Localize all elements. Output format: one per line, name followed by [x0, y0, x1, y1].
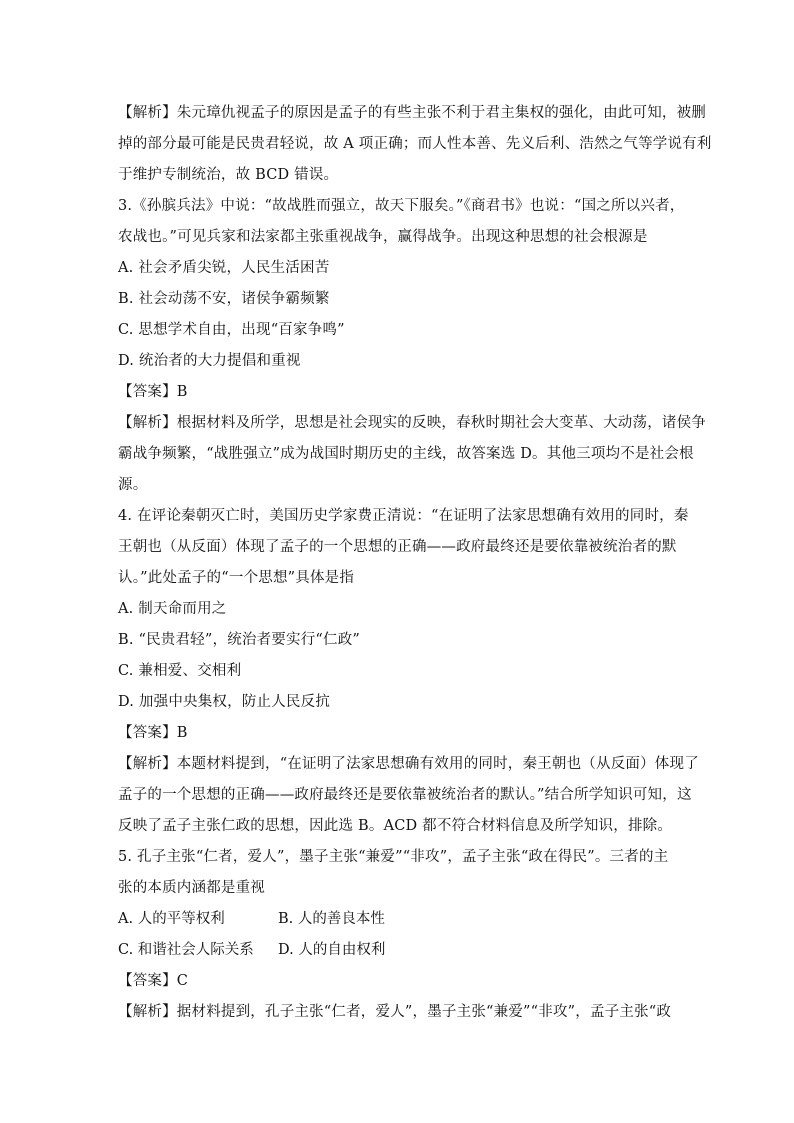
- question-4-option-c: C. 兼相爱、交相利: [118, 663, 242, 679]
- question-5-stem-line-1: 5. 孔子主张“仁者，爱人”，墨子主张“兼爱”“非攻”，孟子主张“政在得民”。三者的主: [118, 849, 669, 865]
- question-5-answer: 【答案】C: [118, 973, 189, 989]
- document-page: [118, 98, 712, 1028]
- question-3-option-a: A. 社会矛盾尖锐，人民生活困苦: [118, 260, 330, 276]
- question-5-option-c: C. 和谐社会人际关系: [118, 942, 254, 958]
- question-3-answer: 【答案】B: [118, 384, 188, 400]
- question-4-stem-line-3: 认。”此处孟子的“一个思想”具体是指: [118, 570, 355, 586]
- question-5-options-row-1: [118, 904, 688, 935]
- question-5-options-row-2: [118, 935, 688, 966]
- question-4-stem-line-2: 王朝也（从反面）体现了孟子的一个思想的正确——政府最终还是要依靠被统治者的默: [118, 539, 677, 555]
- question-4-stem-line-1: 4. 在评论秦朝灭亡时，美国历史学家费正清说：“在证明了法家思想确有效用的同时，秦: [118, 508, 689, 524]
- analysis-q2-line-3: 于维护专制统治，故 BCD 错误。: [118, 167, 339, 183]
- question-4-option-b: B. “民贵君轻”，统治者要实行“仁政”: [118, 632, 361, 648]
- question-3-stem-line-1: 3.《孙膑兵法》中说：“故战胜而强立，故天下服矣。”《商君书》也说：“国之所以兴者，: [118, 198, 685, 214]
- question-3-option-d: D. 统治者的大力提倡和重视: [118, 353, 301, 369]
- question-4-option-d: D. 加强中央集权，防止人民反抗: [118, 694, 331, 710]
- question-4-option-a: A. 制天命而用之: [118, 601, 227, 617]
- question-5-option-d: D. 人的自由权利: [278, 942, 386, 958]
- analysis-q4-line-1: 【解析】本题材料提到，“在证明了法家思想确有效用的同时，秦王朝也（从反面）体现了: [118, 756, 699, 772]
- analysis-q3-line-3: 源。: [118, 477, 148, 493]
- question-3-stem-line-2: 农战也。”可见兵家和法家都主张重视战争，赢得战争。出现这种思想的社会根源是: [118, 229, 648, 245]
- analysis-q3-line-2: 霸战争频繁，“战胜强立”成为战国时期历史的主线，故答案选 D。其他三项均不是社会根: [118, 446, 694, 462]
- analysis-q5-line-1: 【解析】据材料提到，孔子主张“仁者，爱人”，墨子主张“兼爱”“非攻”，孟子主张“政: [118, 1004, 672, 1020]
- analysis-q4-line-2: 孟子的一个思想的正确——政府最终还是要依靠被统治者的默认。”结合所学知识可知，这: [118, 787, 692, 803]
- question-3-option-b: B. 社会动荡不安，诸侯争霸频繁: [118, 291, 330, 307]
- analysis-q2-line-1: 【解析】朱元璋仇视孟子的原因是孟子的有些主张不利于君主集权的强化，由此可知，被删: [118, 105, 706, 121]
- question-5-option-a: A. 人的平等权利: [118, 911, 225, 927]
- analysis-q2-line-2: 掉的部分最可能是民贵君轻说，故 A 项正确；而人性本善、先义后利、浩然之气等学说有利: [118, 136, 712, 152]
- analysis-q4-line-3: 反映了孟子主张仁政的思想，因此选 B。ACD 都不符合材料信息及所学知识，排除。: [118, 818, 673, 834]
- question-3-option-c: C. 思想学术自由，出现“百家争鸣”: [118, 322, 345, 338]
- question-5-stem-line-2: 张的本质内涵都是重视: [118, 880, 265, 896]
- question-4-answer: 【答案】B: [118, 725, 188, 741]
- analysis-q3-line-1: 【解析】根据材料及所学，思想是社会现实的反映，春秋时期社会大变革、大动荡，诸侯争: [118, 415, 706, 431]
- question-5-option-b: B. 人的善良本性: [278, 911, 385, 927]
